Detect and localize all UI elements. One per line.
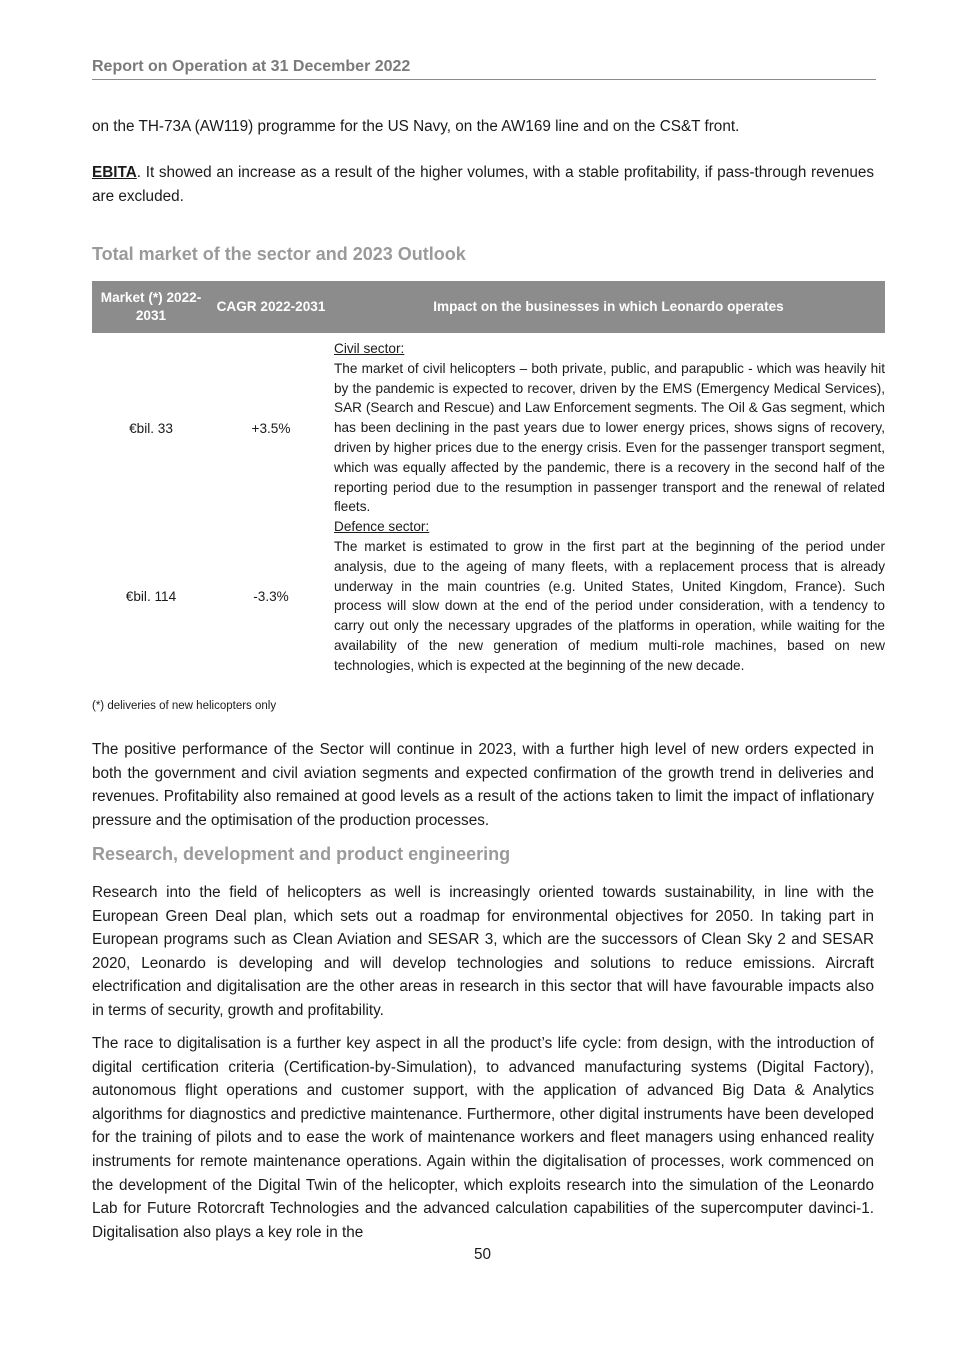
table-row [92,517,885,675]
header-market: Market (*) 2022-2031 [92,281,210,333]
impact-text: The market of civil helicopters – both private, public, and parapublic - which was heavily hit by the pandemic is expected to recover, driven by the EMS (Emergency Medical Services), SAR (Search and Rescue) and Law Enforcement segments. The Oil & Gas segment, which has been declining in the past years due to lower energy prices, shows signs of recovery, driven by higher prices due to the energy crisis. Even for the passenger transport segment, which was equally affected by the pandemic, there is a recovery in the second half of the reporting period due to the resumption in passenger transport and the renewal of related fleets. [334,360,885,515]
cagr-value: -3.3% [253,588,289,604]
cagr-value: +3.5% [251,420,291,436]
ebita-paragraph [92,161,874,208]
research-paragraph-1: Research into the field of helicopters as well is increasingly oriented towards sustainability, in line with the European Green Deal plan, which sets out a roadmap for environmental objectives for 2050. In taking part in European programs such as Clean Aviation and SESAR 3, which are the successors of Clean Sky 2 and SESAR 2020, Leonardo is developing and will develop technologies and solutions to reduce emissions. Aircraft electrification and digitalisation are the other areas in research in this sector that will have favourable impacts also in terms of security, growth and profitability. [92,884,874,1019]
market-table-header-row [92,281,885,333]
table-footnote: (*) deliveries of new helicopters only [92,700,277,712]
market-table [92,281,885,676]
continuation-paragraph: on the TH-73A (AW119) programme for the US Navy, on the AW169 line and on the CS&T front. [92,118,740,135]
table-row [92,333,885,517]
page-number: 50 [473,1246,491,1263]
market-section-title: Total market of the sector and 2023 Outlook [92,244,466,264]
ebita-label: EBITA [92,164,137,181]
header-cagr: CAGR 2022-2031 [210,281,332,333]
impact-cell [332,517,885,675]
impact-text: The market is estimated to grow in the first part at the beginning of the period under analysis, due to the ageing of many fleets, with a replacement process that is already underway in the main countries (e.g. United States, United Kingdom, France). Such process will slow down at the end of the period under consideration, with a tendency to carry out only the necessary upgrades of the platforms in operation, while waiting for the availability of the new generation of medium multi-role machines, based on new technologies, which is expected at the beginning of the new decade. [334,538,885,673]
research-section-title: Research, development and product engineering [92,844,511,864]
running-header: Report on Operation at 31 December 2022 [92,58,876,80]
header-impact: Impact on the businesses in which Leonardo operates [332,281,885,333]
impact-cell [332,333,885,517]
research-paragraph-2: The race to digitalisation is a further key aspect in all the product’s life cycle: from design, with the introduction of digital certification criteria (Certification-by-Simulation), to advanced manufacturing systems (Digital Factory), autonomous flight operations and customer support, with the application of advanced Big Data & Analytics algorithms for diagnostics and predictive maintenance. Furthermore, other digital instruments have been developed for the training of pilots and to ease the work of maintenance workers and fleet managers using enhanced reality instruments for remote maintenance operations. Again within the digitalisation of processes, work commenced on the development of the Digital Twin of the helicopter, which exploits research into the simulation of the Leonardo Lab for Future Rotorcraft Technologies and the advanced calculation capabilities of the supercomputer davinci-1. Digitalisation also plays a key role in the [92,1035,874,1241]
market-value: €bil. 33 [129,420,173,436]
sector-heading: Defence sector: [334,519,430,535]
market-value: €bil. 114 [125,588,177,604]
outlook-paragraph: The positive performance of the Sector will continue in 2023, with a further high level of new orders expected in both the government and civil aviation segments and expected confirmation of the growth trend in deliveries and revenues. Profitability also remained at good levels as a result of the actions taken to limit the impact of inflationary pressure and the optimisation of the production processes. [92,741,874,829]
sector-heading: Civil sector: [334,341,405,356]
ebita-text: . It showed an increase as a result of the higher volumes, with a stable profitability, if pass-through revenues are excluded. [92,164,874,205]
